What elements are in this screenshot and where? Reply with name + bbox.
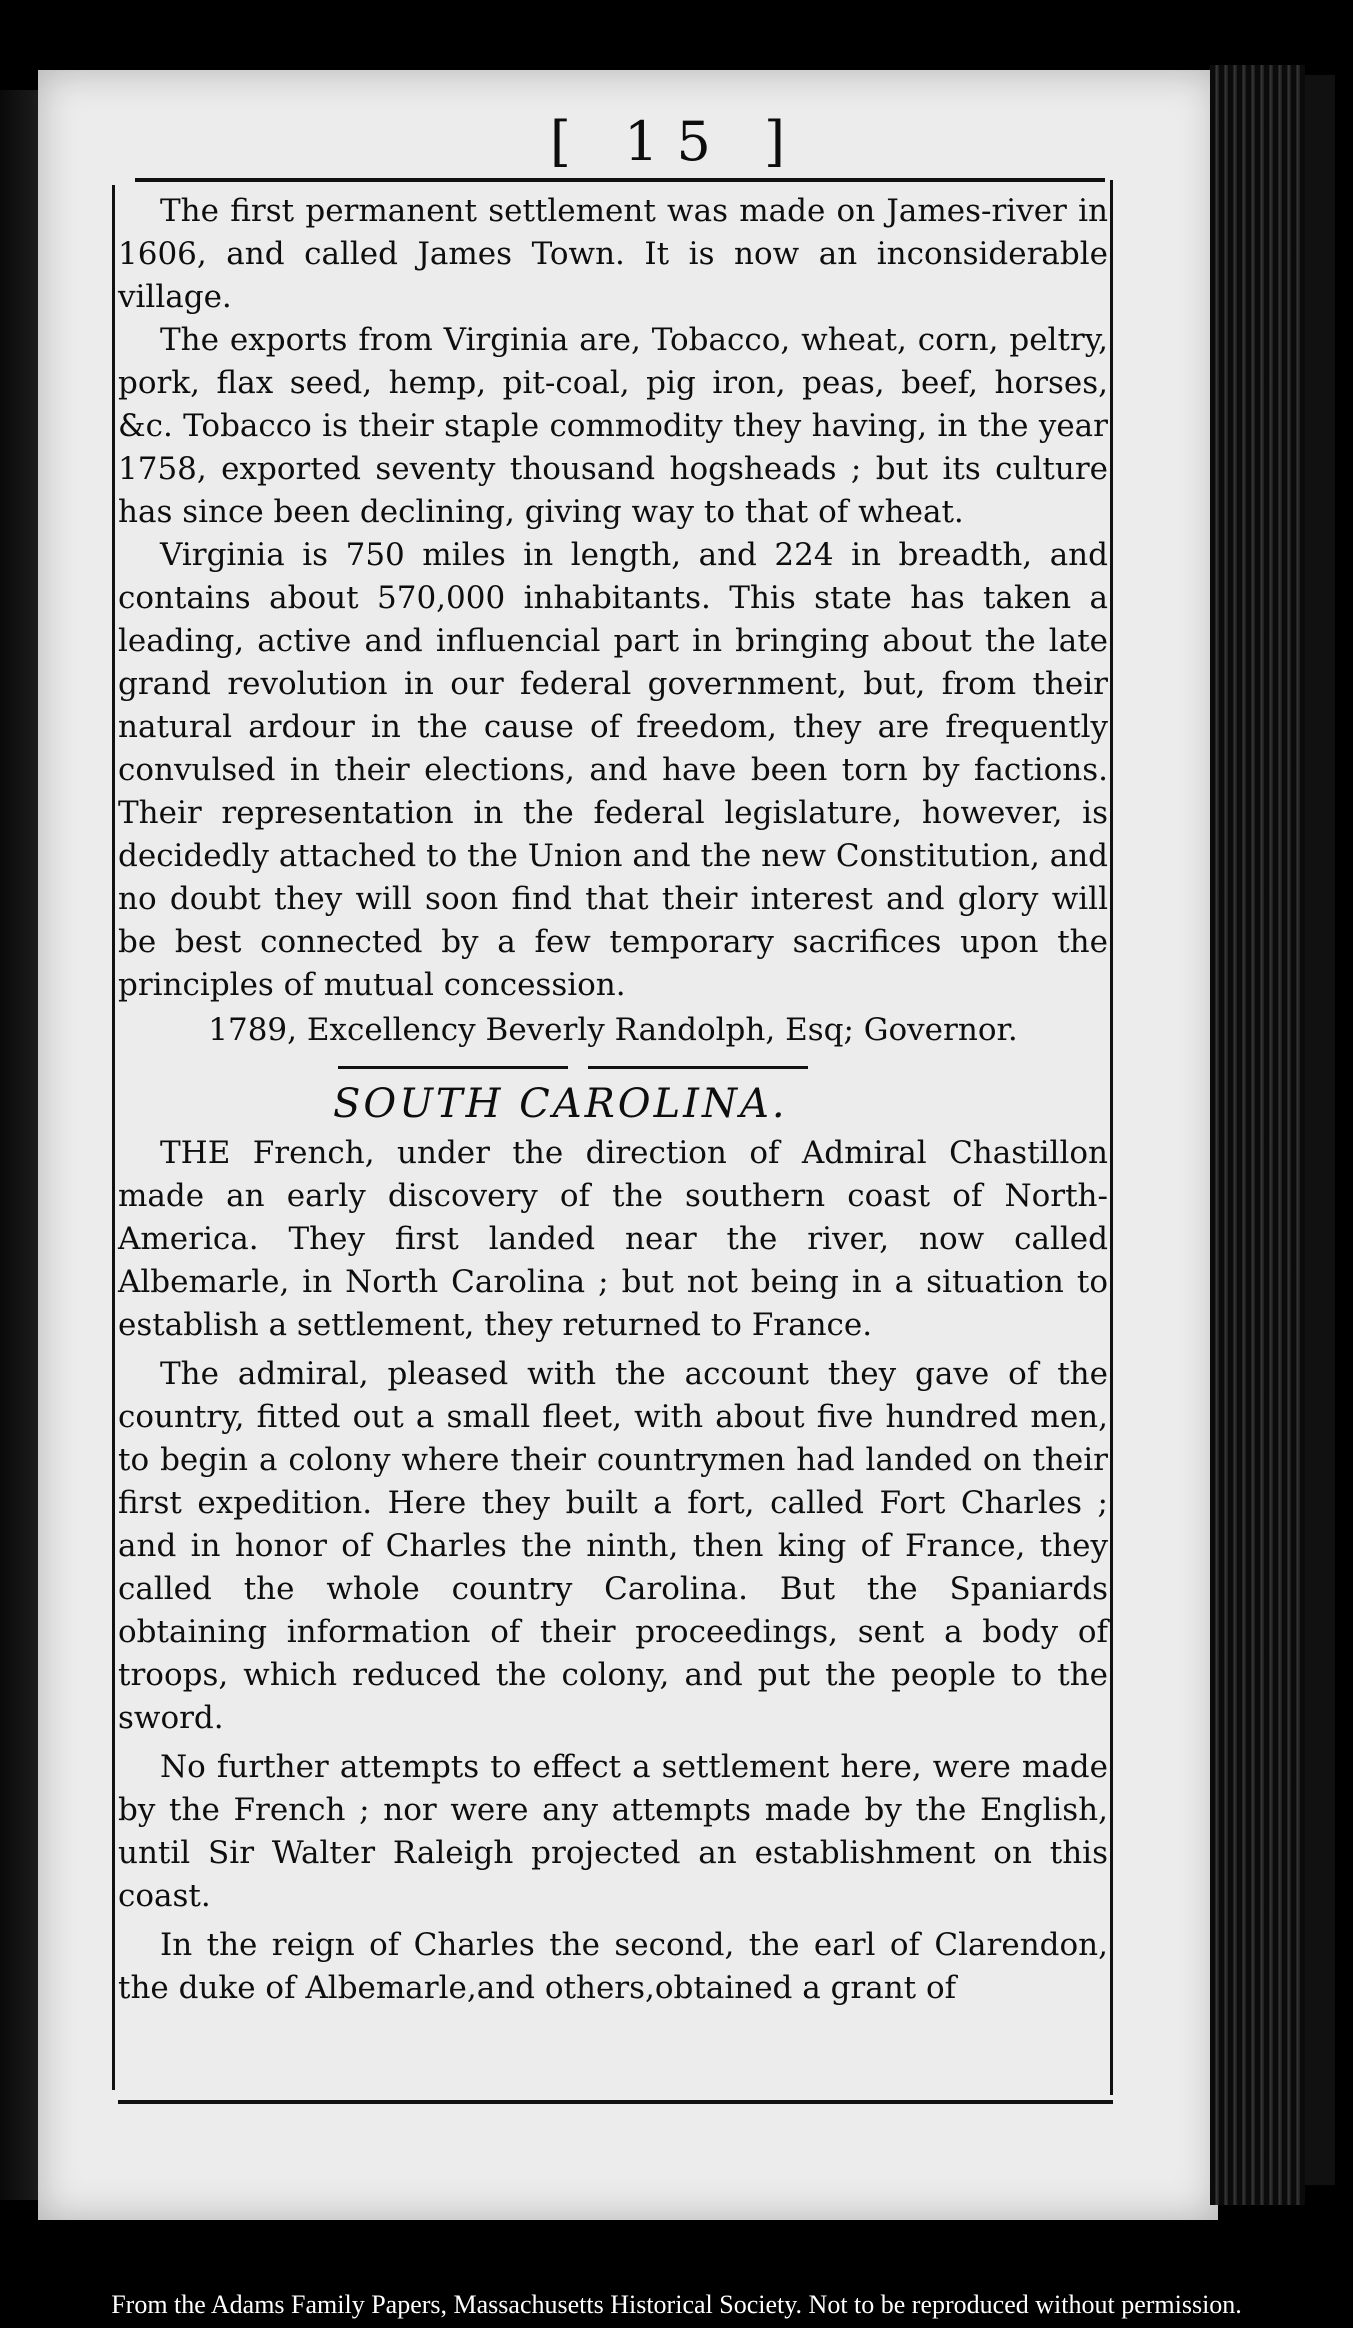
paragraph-virginia-1: The first permanent settlement was made on James-river in 1606, and called James Town. It is now an inconsiderable village. (118, 193, 1108, 315)
paragraph-sc-4: In the reign of Charles the second, the earl of Clarendon, the duke of Albemarle,and others,obtained a grant of (118, 1927, 1108, 2006)
paragraph-virginia-2: The exports from Virginia are, Tobacco, wheat, corn, peltry, pork, flax seed, hemp, pit-coal, pig iron, peas, beef, horses, &c. Tobacco is their staple commodity they having, in the year 1758, exported seventy thousand hogsheads ; but its culture has since been declining, giving way to that of wheat. (118, 322, 1108, 530)
divider-bar-right (588, 1066, 808, 1069)
paragraph-sc-3: No further attempts to effect a settlement here, were made by the French ; nor were any attempts made by the English, until Sir Walter Raleigh projected an establishment on this coast. (118, 1749, 1108, 1914)
paragraph-virginia-3: Virginia is 750 miles in length, and 224 in breadth, and contains about 570,000 inhabitants. This state has taken a leading, active and influencial part in bringing about the late grand revolution in our federal government, but, from their natural ardour in the cause of freedom, they are frequently convulsed in their elections, and have been torn by factions. Their representation in the federal legislature, however, is decidedly attached to the Union and the new Constitution, and no doubt they will soon find that their interest and glory will be best connected by a few temporary sacrifices upon the principles of mutual concession. (118, 537, 1108, 1003)
top-rule (135, 178, 1105, 182)
left-border-line (112, 185, 115, 2090)
divider-bar-left (338, 1066, 568, 1069)
section-divider (118, 1060, 1108, 1074)
book-spine-shadow (1305, 75, 1335, 2185)
copyright-footer: From the Adams Family Papers, Massachusetts Historical Society. Not to be reproduced without permission. (111, 2290, 1242, 2319)
page-text (118, 190, 1108, 2010)
scan-border-left (0, 90, 38, 2200)
paragraph-sc-2: The admiral, pleased with the account they gave of the country, fitted out a small fleet, with about five hundred men, to begin a colony where their countrymen had landed on their first expedition. Here they built a fort, called Fort Charles ; and in honor of Charles the ninth, then king of France, they called the whole country Carolina. But the Spaniards obtaining information of their proceedings, sent a body of troops, which reduced the colony, and put the people to the sword. (118, 1356, 1108, 1736)
right-border-line (1110, 180, 1113, 2095)
paragraph-sc-1: THE French, under the direction of Admiral Chastillon made an early discovery of the southern coast of North-America. They first landed near the river, now called Albemarle, in North Carolina ; but not being in a situation to establish a settlement, they returned to France. (118, 1135, 1108, 1343)
governor-line: 1789, Excellency Beverly Randolph, Esq; Governor. (208, 1012, 1018, 1048)
bottom-rule (118, 2100, 1113, 2104)
page-edges (1210, 65, 1305, 2205)
section-title: SOUTH CAROLINA. (333, 1081, 788, 1127)
page-number: [ 15 ] (549, 110, 804, 173)
